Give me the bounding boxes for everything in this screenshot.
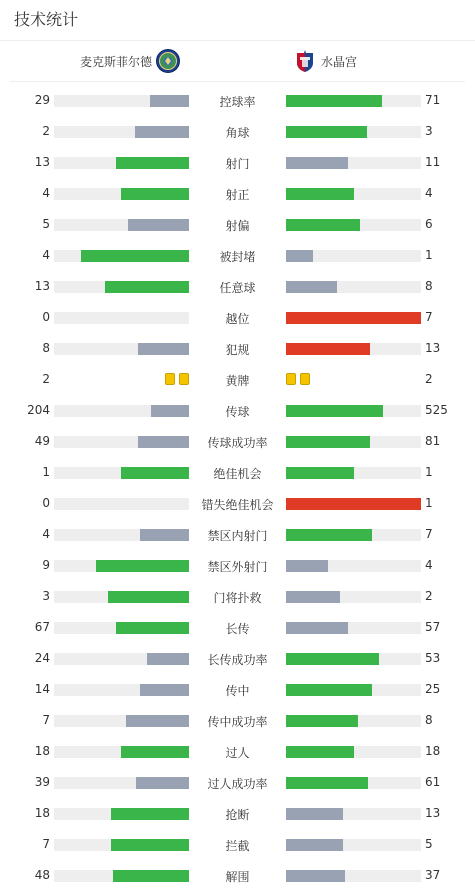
away-stat-bar-track: [286, 591, 421, 603]
away-stat-bar-track: [286, 808, 421, 820]
stat-row: [0, 241, 475, 272]
home-stat-bar-fill: [135, 126, 189, 138]
home-stat-bar-fill: [116, 622, 189, 634]
away-stat-bar-fill: [286, 250, 313, 262]
yellow-card-icon: [300, 373, 310, 385]
home-stat-value: 14: [34, 682, 50, 696]
stat-label: 错失绝佳机会: [201, 498, 274, 512]
home-stat-value: 8: [42, 341, 50, 355]
away-stat-bar-fill: [286, 126, 367, 138]
away-stat-bar-track: [286, 777, 421, 789]
home-stat-bar-fill: [81, 250, 189, 262]
away-stat-bar-track: [286, 715, 421, 727]
home-stat-bar-fill: [138, 343, 189, 355]
home-stat-value: 0: [42, 310, 50, 324]
away-stat-value: 37: [425, 868, 441, 882]
home-stat-bar-track: [54, 560, 189, 572]
home-stat-bar-track: [54, 529, 189, 541]
stat-row: [0, 427, 475, 458]
away-stat-bar-fill: [286, 746, 354, 758]
home-stat-bar-fill: [113, 870, 189, 882]
stat-label: 被封堵: [219, 250, 256, 264]
section-title: 技术统计: [0, 0, 475, 41]
home-stat-value: 24: [34, 651, 50, 665]
teams-header: [10, 41, 465, 82]
stat-label: 抢断: [225, 808, 250, 822]
home-stat-value: 9: [42, 558, 50, 572]
home-stat-bar-track: [54, 436, 189, 448]
away-stat-bar-fill: [286, 405, 383, 417]
away-stat-bar-fill: [286, 157, 348, 169]
away-stat-bar-fill: [286, 498, 421, 510]
home-stat-bar-track: [54, 95, 189, 107]
away-stat-bar-track: [286, 467, 421, 479]
stat-row: [0, 303, 475, 334]
home-stat-bar-fill: [105, 281, 189, 293]
home-stat-bar-track: [54, 157, 189, 169]
stat-row: [0, 272, 475, 303]
away-stat-bar-track: [286, 95, 421, 107]
away-stat-bar-track: [286, 405, 421, 417]
home-stat-value: 1: [42, 465, 50, 479]
home-stat-bar-track: [54, 250, 189, 262]
home-stat-value: 204: [27, 403, 50, 417]
away-stat-bar-fill: [286, 529, 372, 541]
yellow-card-icon: [165, 373, 175, 385]
stat-label: 解围: [225, 870, 250, 884]
home-stat-bar-fill: [140, 684, 189, 696]
home-stat-bar-track: [54, 467, 189, 479]
stat-label: 绝佳机会: [213, 467, 262, 481]
away-stat-bar-fill: [286, 219, 360, 231]
away-stat-value: 1: [425, 248, 433, 262]
stat-label: 角球: [225, 126, 250, 140]
away-stat-value: 4: [425, 186, 433, 200]
away-stat-bar-fill: [286, 622, 348, 634]
away-stat-bar-track: [286, 746, 421, 758]
stats-list: [0, 86, 475, 888]
home-stat-bar-fill: [116, 157, 189, 169]
stat-row: [0, 737, 475, 768]
away-stat-value: 6: [425, 217, 433, 231]
home-stat-bar-fill: [136, 777, 189, 789]
stat-label: 长传: [225, 622, 250, 636]
away-stat-bar-fill: [286, 95, 382, 107]
away-stat-bar-fill: [286, 715, 358, 727]
home-stat-value: 2: [42, 372, 50, 386]
home-stat-value: 4: [42, 527, 50, 541]
away-stat-bar-fill: [286, 436, 370, 448]
home-stat-bar-track: [54, 746, 189, 758]
home-stat-bar-track: [54, 653, 189, 665]
stat-row: [0, 86, 475, 117]
away-stat-value: 13: [425, 341, 441, 355]
home-team[interactable]: [80, 49, 180, 73]
away-stat-value: 71: [425, 93, 441, 107]
stat-label: 任意球: [219, 281, 256, 295]
stat-row: [0, 706, 475, 737]
home-stat-value: 13: [34, 279, 50, 293]
stat-row: [0, 768, 475, 799]
home-stat-bar-fill: [128, 219, 189, 231]
stat-row: [0, 365, 475, 396]
stat-label: 射门: [225, 157, 250, 171]
home-stat-bar-track: [54, 808, 189, 820]
away-stat-bar-track: [286, 126, 421, 138]
away-stat-bar-fill: [286, 281, 337, 293]
away-stat-value: 25: [425, 682, 441, 696]
stat-row: [0, 334, 475, 365]
stat-label: 射偏: [225, 219, 250, 233]
home-stat-bar-track: [54, 281, 189, 293]
macclesfield-crest-icon: [156, 49, 180, 73]
away-stat-bar-track: [286, 219, 421, 231]
home-stat-bar-track: [54, 591, 189, 603]
away-stat-value: 18: [425, 744, 441, 758]
stat-row: [0, 799, 475, 830]
home-stat-value: 18: [34, 806, 50, 820]
stat-row: [0, 396, 475, 427]
away-stat-bar-track: [286, 188, 421, 200]
home-stat-bar-track: [54, 219, 189, 231]
away-stat-value: 81: [425, 434, 441, 448]
yellow-card-icon: [286, 373, 296, 385]
away-stat-value: 1: [425, 465, 433, 479]
away-stat-bar-track: [286, 281, 421, 293]
away-stat-bar-track: [286, 529, 421, 541]
away-stat-bar-track: [286, 684, 421, 696]
home-stat-bar-track: [54, 343, 189, 355]
home-stat-value: 18: [34, 744, 50, 758]
home-stat-value: 4: [42, 186, 50, 200]
away-stat-bar-track: [286, 436, 421, 448]
home-stat-bar-track: [54, 405, 189, 417]
home-stat-bar-track: [54, 498, 189, 510]
home-stat-value: 48: [34, 868, 50, 882]
away-stat-bar-fill: [286, 870, 345, 882]
home-stat-value: 39: [34, 775, 50, 789]
away-stat-value: 7: [425, 527, 433, 541]
away-stat-bar-track: [286, 312, 421, 324]
home-stat-bar-track: [54, 870, 189, 882]
away-stat-bar-track: [286, 839, 421, 851]
away-stat-bar-fill: [286, 653, 379, 665]
away-stat-value: 13: [425, 806, 441, 820]
home-stat-bar-fill: [108, 591, 189, 603]
away-stat-value: 57: [425, 620, 441, 634]
away-stat-value: 53: [425, 651, 441, 665]
home-stat-value: 7: [42, 837, 50, 851]
home-stat-value: 3: [42, 589, 50, 603]
yellow-card-icon: [179, 373, 189, 385]
home-stat-value: 7: [42, 713, 50, 727]
away-stat-value: 61: [425, 775, 441, 789]
stat-label: 控球率: [219, 95, 256, 109]
home-team-name: 麦克斯菲尔德: [79, 54, 152, 69]
home-stat-bar-track: [54, 839, 189, 851]
away-stat-value: 1: [425, 496, 433, 510]
away-stat-bar-track: [286, 498, 421, 510]
stat-row: [0, 644, 475, 675]
away-stat-bar-fill: [286, 777, 368, 789]
away-stat-bar-track: [286, 622, 421, 634]
away-stat-bar-fill: [286, 560, 328, 572]
home-stat-bar-fill: [126, 715, 189, 727]
home-stat-bar-track: [54, 715, 189, 727]
stat-row: [0, 582, 475, 613]
stat-label: 犯规: [225, 343, 250, 357]
stat-row: [0, 551, 475, 582]
home-stat-bar-track: [54, 684, 189, 696]
home-stat-bar-fill: [151, 405, 189, 417]
stat-label: 传球成功率: [207, 436, 268, 450]
away-stat-value: 3: [425, 124, 433, 138]
home-stat-bar-track: [54, 622, 189, 634]
away-stat-bar-track: [286, 250, 421, 262]
away-stat-bar-fill: [286, 467, 354, 479]
home-stat-bar-fill: [111, 808, 189, 820]
stat-label: 黄牌: [225, 374, 250, 388]
stat-label: 过人成功率: [207, 777, 268, 791]
away-stat-value: 5: [425, 837, 433, 851]
stat-label: 射正: [225, 188, 250, 202]
home-stat-bar-fill: [96, 560, 189, 572]
home-stat-value: 13: [34, 155, 50, 169]
stat-row: [0, 458, 475, 489]
away-stat-value: 4: [425, 558, 433, 572]
away-stat-bar-track: [286, 870, 421, 882]
home-stat-bar-fill: [121, 467, 189, 479]
stat-row: [0, 520, 475, 551]
home-stat-bar-fill: [121, 188, 189, 200]
away-team-name: 水晶宫: [321, 54, 358, 69]
away-stat-value: 7: [425, 310, 433, 324]
away-stat-bar-track: [286, 343, 421, 355]
away-stat-value: 8: [425, 279, 433, 293]
away-stat-value: 8: [425, 713, 433, 727]
stat-label: 长传成功率: [207, 653, 268, 667]
away-stat-bar-fill: [286, 312, 421, 324]
home-stat-bar-fill: [111, 839, 189, 851]
away-stat-bar-fill: [286, 188, 354, 200]
away-stat-bar-track: [286, 157, 421, 169]
stat-label: 传中: [225, 684, 250, 698]
stat-label: 过人: [225, 746, 250, 760]
home-stat-value: 29: [34, 93, 50, 107]
away-stat-bar-fill: [286, 343, 370, 355]
away-stat-bar-fill: [286, 808, 343, 820]
stat-row: [0, 179, 475, 210]
home-stat-value: 4: [42, 248, 50, 262]
home-stat-bar-track: [54, 777, 189, 789]
away-stat-value: 525: [425, 403, 448, 417]
away-stat-bar-track: [286, 653, 421, 665]
away-stat-bar-track: [286, 560, 421, 572]
stat-row: [0, 117, 475, 148]
stat-row: [0, 613, 475, 644]
home-stat-bar-fill: [138, 436, 189, 448]
home-stat-bar-fill: [121, 746, 189, 758]
away-stat-value: 2: [425, 589, 433, 603]
home-stat-value: 49: [34, 434, 50, 448]
away-yellow-cards: [286, 373, 314, 385]
stat-label: 越位: [225, 312, 250, 326]
away-stat-value: 11: [425, 155, 441, 169]
away-stat-value: 2: [425, 372, 433, 386]
stat-label: 传中成功率: [207, 715, 268, 729]
crystal-palace-crest-icon: [293, 49, 317, 73]
stat-label: 传球: [225, 405, 250, 419]
stat-row: [0, 830, 475, 861]
stat-label: 禁区外射门: [207, 560, 268, 574]
stat-row: [0, 210, 475, 241]
away-stat-bar-fill: [286, 591, 340, 603]
stat-row: [0, 148, 475, 179]
home-stat-bar-track: [54, 312, 189, 324]
home-stat-bar-track: [54, 188, 189, 200]
home-stat-value: 5: [42, 217, 50, 231]
stat-row: [0, 489, 475, 520]
home-stat-bar-track: [54, 126, 189, 138]
stat-label: 门将扑救: [213, 591, 262, 605]
home-stat-value: 2: [42, 124, 50, 138]
home-yellow-cards: [161, 373, 189, 385]
stat-row: [0, 861, 475, 888]
home-stat-value: 67: [34, 620, 50, 634]
home-stat-bar-fill: [147, 653, 189, 665]
home-stat-bar-fill: [140, 529, 189, 541]
home-stat-value: 0: [42, 496, 50, 510]
away-team[interactable]: [293, 49, 357, 73]
stat-row: [0, 675, 475, 706]
away-stat-bar-fill: [286, 684, 372, 696]
stat-label: 拦截: [225, 839, 250, 853]
away-stat-bar-fill: [286, 839, 343, 851]
home-stat-bar-fill: [150, 95, 189, 107]
stat-label: 禁区内射门: [207, 529, 268, 543]
